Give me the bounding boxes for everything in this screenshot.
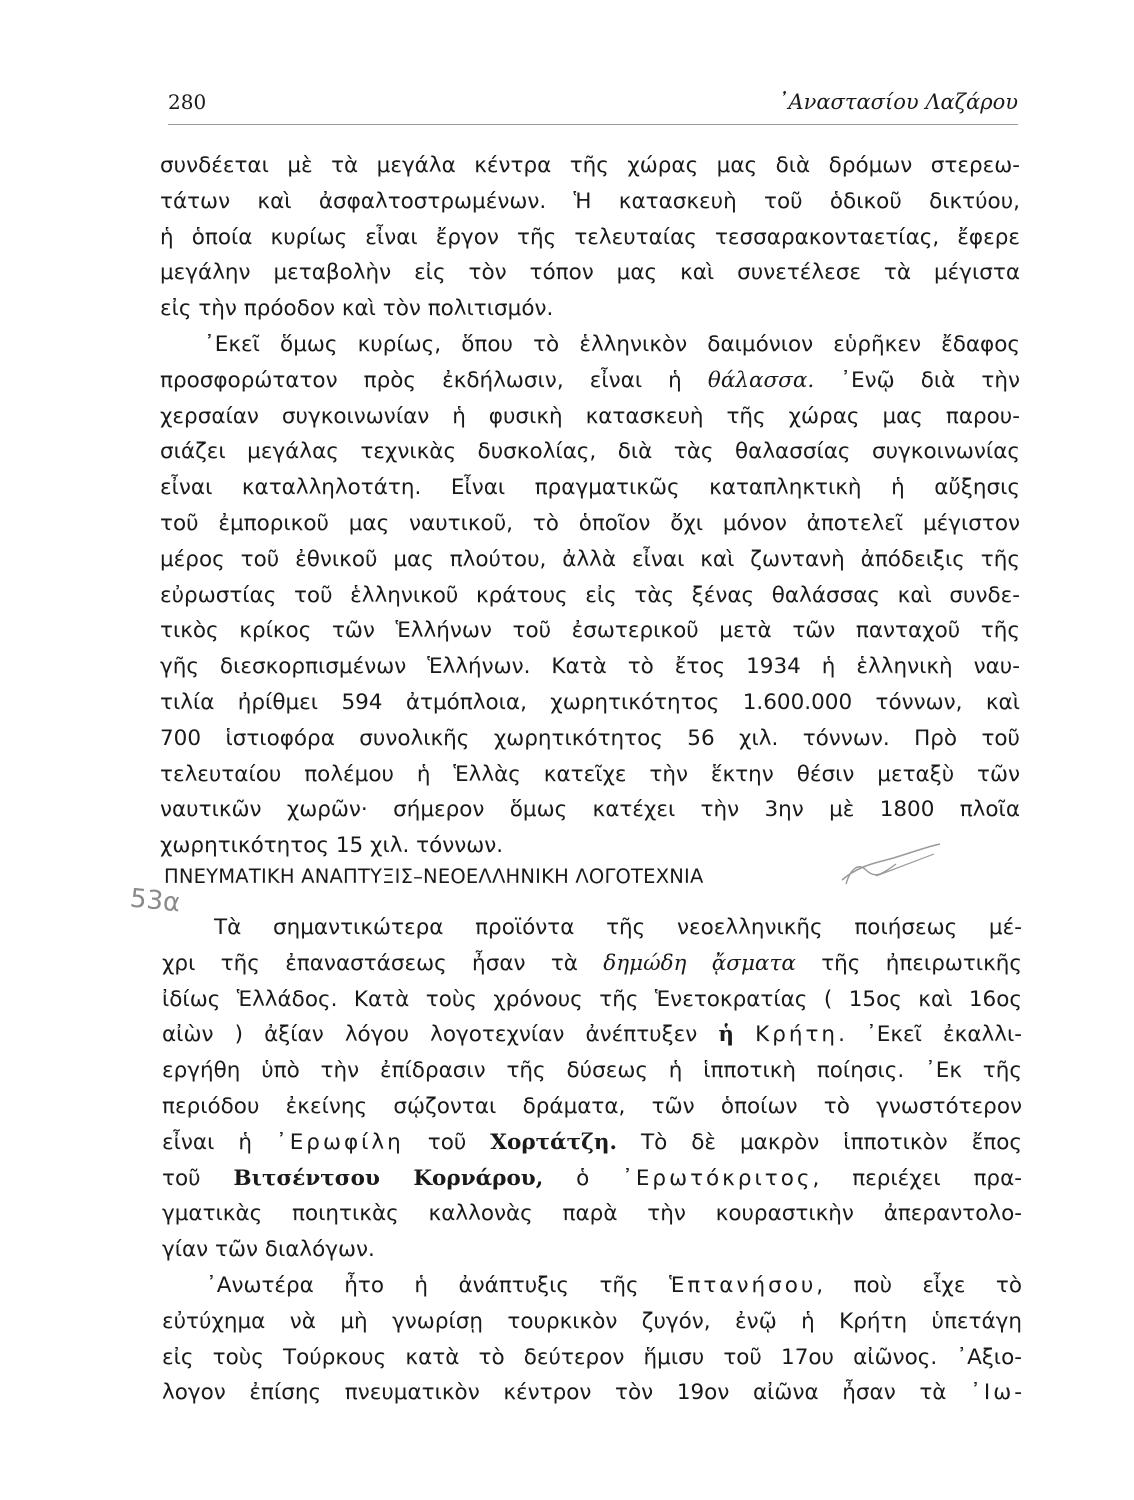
main-text — [160, 148, 1020, 864]
text-line: χωρητικότητος 15 χιλ. τόννων. — [160, 833, 504, 859]
spaced-term-krete: Κρήτη — [755, 1022, 839, 1048]
text-line — [162, 1017, 1022, 1053]
text-line — [162, 1375, 1022, 1411]
bold-name-kornaros: Βιτσέντσου Κορνάρου, — [233, 1165, 544, 1191]
text-line: τάτων καὶ ἀσφαλτοστρωμένων. Ἡ κατασκευὴ τοῦ ὁδικοῦ δικτύου, — [160, 188, 1020, 214]
page-header — [168, 86, 1018, 125]
text-line: τελευταίου πολέμου ἡ Ἑλλὰς κατεῖχε τὴν ἕκτην θέσιν μεταξὺ τῶν — [160, 761, 1020, 787]
bold-article: ἡ — [718, 1022, 734, 1048]
text-span: προσφορώτατον πρὸς ἐκδήλωσιν, εἶναι ἡ — [160, 367, 708, 393]
spaced-term-erotokritos: ᾽Ερωτόκριτος — [622, 1165, 813, 1191]
text-line: ναυτικῶν χωρῶν· σήμερον ὅμως κατέχει τὴν 3ην μὲ 1800 πλοῖα — [160, 797, 1020, 823]
text-line — [162, 946, 1022, 982]
text-line: συνδέεται μὲ τὰ μεγάλα κέντρα τῆς χώρας μας διὰ δρόμων στερεω- — [160, 153, 1020, 178]
text-line: γίαν τῶν διαλόγων. — [162, 1237, 375, 1263]
text-span: . ᾽Εκεῖ ἐκαλλι- — [838, 1022, 1022, 1048]
text-line: περιόδου ἐκείνης σῴζονται δράματα, τῶν ὁποίων τὸ γνωστότερον — [162, 1093, 1022, 1119]
text-line: γῆς διεσκορπισμένων Ἑλλήνων. Κατὰ τὸ ἔτος 1934 ἡ ἑλληνικὴ ναυ- — [160, 654, 1020, 680]
text-line — [162, 1125, 1022, 1161]
text-span: ὁ — [543, 1165, 623, 1191]
text-line: εργήθη ὑπὸ τὴν ἐπίδρασιν τῆς δύσεως ἡ ἱπποτικὴ ποίησις. ᾽Εκ τῆς — [162, 1058, 1022, 1084]
italic-term-demode-asmata: δημώδη ᾄσματα — [603, 950, 796, 976]
text-span: - — [1014, 1380, 1022, 1406]
text-span: εἶναι ἡ — [162, 1129, 276, 1155]
bold-name-chortatzes: Χορτάτζη. — [490, 1129, 617, 1155]
pencil-mark-icon — [836, 840, 946, 890]
text-line: ἡ ὁποία κυρίως εἶναι ἔργον τῆς τελευταίας τεσσαρακονταετίας, ἔφερε — [160, 224, 1020, 250]
text-line — [160, 363, 1020, 399]
text-line: Τὰ σημαντικώτερα προϊόντα τῆς νεοελληνικῆς ποιήσεως μέ- — [214, 915, 1022, 940]
text-line: σιάζει μεγάλας τεχνικὰς δυσκολίας, διὰ τὰς θαλασσίας συγκοινωνίας — [160, 439, 1020, 465]
text-line: μέρος τοῦ ἐθνικοῦ μας πλούτου, ἀλλὰ εἶναι καὶ ζωντανὴ ἀπόδειξις τῆς — [160, 546, 1020, 572]
spaced-term-erofile: ᾽Ερωφίλη — [275, 1129, 404, 1155]
text-line: γματικὰς ποιητικὰς καλλονὰς παρὰ τὴν κουραστικὴν ἀπεραντολο- — [162, 1201, 1022, 1227]
text-line: ᾽Εκεῖ ὅμως κυρίως, ὅπου τὸ ἑλληνικὸν δαιμόνιον εὑρῆκεν ἔδαφος — [204, 331, 1020, 357]
italic-term-thalassa: θάλασσα. — [707, 367, 815, 393]
text-span: ᾽Ανωτέρα ἦτο ἡ ἀνάπτυξις τῆς — [206, 1272, 670, 1298]
text-line: τιλία ἠρίθμει 594 ἀτμόπλοια, χωρητικότητος 1.600.000 τόννων, καὶ — [160, 689, 1020, 715]
text-span: , ποὺ εἶχε τὸ — [816, 1272, 1022, 1298]
text-span: τοῦ — [162, 1165, 234, 1191]
text-line — [162, 1161, 1022, 1197]
text-line: τοῦ ἐμπορικοῦ μας ναυτικοῦ, τὸ ὁποῖον ὄχι μόνον ἀποτελεῖ μέγιστον — [160, 510, 1020, 536]
running-head: ᾽Αναστασίου Λαζάρου — [777, 90, 1018, 114]
text-line: εἰς τὴν πρόοδον καὶ τὸν πολιτισμόν. — [160, 296, 554, 322]
section-text — [162, 910, 1022, 1411]
text-span: αἰὼν ) ἀξίαν λόγου λογοτεχνίαν ἀνέπτυξεν — [162, 1022, 719, 1048]
text-span: ᾽Ενῷ διὰ τὴν — [814, 367, 1020, 393]
text-line: εἰς τοὺς Τούρκους κατὰ τὸ δεύτερον ἥμισυ τοῦ 17ου αἰῶνος. ᾽Αξιο- — [162, 1344, 1022, 1370]
text-line: ἰδίως Ἑλλάδος. Κατὰ τοὺς χρόνους τῆς Ἑνετοκρατίας ( 15ος καὶ 16ος — [162, 986, 1022, 1012]
text-line: χερσαίαν συγκοινωνίαν ἡ φυσικὴ κατασκευὴ τῆς χώρας μας παρου- — [160, 403, 1020, 429]
text-span: λογον ἐπίσης πνευματικὸν κέντρον τὸν 19ον αἰῶνα ἦσαν τὰ — [162, 1380, 971, 1406]
text-span: χρι τῆς ἐπαναστάσεως ἦσαν τὰ — [162, 950, 604, 976]
spaced-term-eptanesos: Ἑπτανήσου — [669, 1272, 817, 1298]
text-line: μεγάλην μεταβολὴν εἰς τὸν τόπον μας καὶ συνετέλεσε τὰ μέγιστα — [160, 260, 1020, 286]
text-line: εἶναι καταλληλοτάτη. Εἶναι πραγματικῶς καταπληκτικὴ ἡ αὔξησις — [160, 475, 1020, 501]
page-number: 280 — [168, 90, 207, 114]
text-line: εὐρωστίας τοῦ ἑλληνικοῦ κράτους εἰς τὰς ξένας θαλάσσας καὶ συνδε- — [160, 582, 1020, 608]
text-line: τικὸς κρίκος τῶν Ἑλλήνων τοῦ ἐσωτερικοῦ μετὰ τῶν πανταχοῦ τῆς — [160, 618, 1020, 644]
text-span: , περιέχει πρα- — [812, 1165, 1022, 1191]
section-heading: ΠΝΕΥΜΑΤΙΚΗ ΑΝΑΠΤΥΞΙΣ–ΝΕΟΕΛΛΗΝΙΚΗ ΛΟΓΟΤΕΧΝΙΑ — [164, 865, 704, 888]
text-line: 700 ἱστιοφόρα συνολικῆς χωρητικότητος 56 χιλ. τόννων. Πρὸ τοῦ — [160, 725, 1020, 751]
text-line: εὐτύχημα νὰ μὴ γνωρίσῃ τουρκικὸν ζυγόν, ἐνῷ ἡ Κρήτη ὑπετάγη — [162, 1308, 1022, 1334]
text-line — [162, 1268, 1022, 1304]
spaced-term-io: ᾽Ιω — [970, 1380, 1015, 1406]
text-span: Τὸ δὲ μακρὸν ἱπποτικὸν ἔπος — [616, 1129, 1022, 1155]
text-span: τῆς ἠπειρωτικῆς — [795, 950, 1022, 976]
handwritten-note: 53α — [128, 883, 182, 919]
text-span: τοῦ — [403, 1129, 491, 1155]
